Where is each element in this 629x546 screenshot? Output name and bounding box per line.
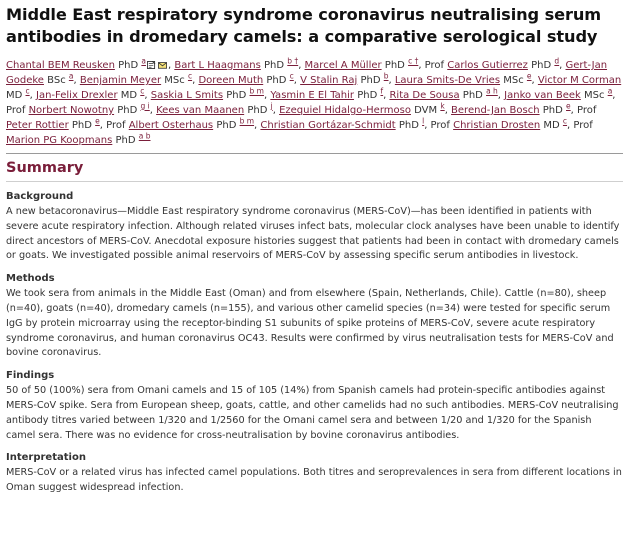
affiliation-link[interactable]: b † — [287, 56, 299, 66]
author-degree: MSc — [503, 75, 524, 86]
author-degree: PhD — [398, 120, 419, 131]
author-separator: , — [383, 90, 390, 101]
affiliation-link[interactable]: a b — [138, 131, 151, 141]
author-link[interactable]: Janko van Beek — [504, 90, 581, 101]
author-link[interactable]: Chantal BEM Reusken — [6, 60, 115, 71]
author-separator: , — [559, 60, 566, 71]
affiliation-link[interactable]: b m — [249, 86, 264, 96]
affiliation-link[interactable]: a — [141, 56, 146, 66]
section-text: MERS-CoV or a related virus has infected camel populations. Both titres and seroprevalences in sera from different locations in Oman suggest widespread infection. — [6, 467, 622, 494]
author-degree: PhD — [226, 90, 247, 101]
author-separator: , — [388, 75, 395, 86]
author-degree: MSc — [164, 75, 185, 86]
author-separator: , Prof — [99, 120, 129, 131]
author-separator: , — [444, 105, 452, 116]
affiliation-link[interactable]: k — [440, 101, 445, 111]
affiliation-link[interactable]: l — [422, 116, 425, 126]
author-link[interactable]: Christian Gortázar-Schmidt — [260, 120, 396, 131]
author-degree: PhD — [384, 60, 405, 71]
affiliation-link[interactable]: e — [526, 71, 532, 81]
affiliation-link[interactable]: a — [68, 71, 74, 81]
author-link[interactable]: Laura Smits-De Vries — [394, 75, 501, 86]
author-separator: , Prof — [570, 105, 597, 116]
author-separator: , — [298, 60, 305, 71]
author-link[interactable]: Rita De Sousa — [389, 90, 460, 101]
author-degree: PhD — [247, 105, 268, 116]
author-degree: PhD — [360, 75, 381, 86]
affiliation-link[interactable]: j — [270, 101, 273, 111]
affiliation-link[interactable]: a h — [486, 86, 498, 96]
author-link[interactable]: Peter Rottier — [6, 120, 69, 131]
email-icon[interactable] — [158, 61, 167, 69]
affiliation-marker — [240, 117, 254, 126]
author-separator: , Prof — [418, 60, 448, 71]
document-icon[interactable] — [147, 61, 156, 69]
author-link[interactable]: Doreen Muth — [198, 75, 264, 86]
author-degree: MD — [6, 90, 23, 101]
author-degree: PhD — [542, 105, 563, 116]
section-heading: Findings — [6, 370, 55, 382]
author-separator: , — [29, 90, 36, 101]
author-degree: MD — [120, 90, 138, 101]
affiliation-marker — [250, 87, 264, 96]
affiliation-link[interactable]: a — [607, 86, 613, 96]
affiliation-link[interactable]: c † — [408, 56, 419, 66]
affiliation-link[interactable]: d — [554, 56, 560, 66]
author-degree: MD — [543, 120, 560, 131]
author-link[interactable]: Norbert Nowotny — [28, 105, 115, 116]
author-degree: BSc — [47, 75, 66, 86]
author-link[interactable]: Berend-Jan Bosch — [451, 105, 540, 116]
author-degree: PhD — [71, 120, 92, 131]
author-separator: , — [254, 120, 261, 131]
affiliation-link[interactable]: c — [140, 86, 145, 96]
author-link[interactable]: Jan-Felix Drexler — [36, 90, 118, 101]
author-degree: MSc — [584, 90, 605, 101]
author-link[interactable]: Marion PG Koopmans — [6, 135, 113, 146]
affiliation-marker — [486, 87, 498, 96]
affiliation-marker — [141, 102, 150, 111]
section-interpretation — [6, 451, 623, 496]
author-link[interactable]: Albert Osterhaus — [128, 120, 214, 131]
author-link[interactable]: Ezequiel Hidalgo-Hermoso — [279, 105, 411, 116]
author-separator: , — [73, 75, 80, 86]
author-degree: PhD — [266, 75, 287, 86]
affiliation-link[interactable]: f — [380, 86, 384, 96]
divider — [6, 181, 623, 182]
author-separator: , — [167, 60, 175, 71]
affiliation-link[interactable]: c — [562, 116, 568, 126]
affiliation-link[interactable]: e — [95, 116, 100, 126]
section-text: 50 of 50 (100%) sera from Omani camels and 15 of 105 (14%) from Spanish camels had protein-specific antibodies against MERS-CoV spike. Sera from European sheep, goats, cattle, and other camelids had no such antibodies. MERS-CoV neutralising antibody titres varied between 1/320 and 1/2560 for the Omani camel sera and between 1/20 and 1/320 for the Spanish camel sera. There was no evidence for cross-neutralisation by bovine coronavirus antibodies. — [6, 385, 619, 441]
author-degree: PhD — [115, 135, 136, 146]
affiliation-link[interactable]: c — [289, 71, 294, 81]
author-degree: DVM — [414, 105, 438, 116]
section-heading: Background — [6, 191, 74, 202]
author-degree: PhD — [462, 90, 483, 101]
author-degree: PhD — [264, 60, 285, 71]
affiliation-link[interactable]: b m — [239, 116, 255, 126]
author-degree: PhD — [117, 105, 138, 116]
author-separator: , — [293, 75, 301, 86]
affiliation-link[interactable]: e — [566, 101, 571, 111]
author-separator: , Prof — [424, 120, 454, 131]
affiliation-link[interactable]: c — [25, 86, 30, 96]
author-degree: PhD — [357, 90, 378, 101]
author-separator: , — [531, 75, 538, 86]
author-list — [6, 58, 623, 148]
author-link[interactable]: Carlos Gutierrez — [447, 60, 528, 71]
affiliation-link[interactable]: b — [383, 71, 389, 81]
author-link[interactable]: Benjamin Meyer — [79, 75, 162, 86]
section-heading: Methods — [6, 273, 55, 285]
divider — [6, 153, 623, 154]
author-separator: , — [149, 105, 157, 116]
summary-heading: Summary — [6, 160, 84, 176]
author-link[interactable]: Saskia L Smits — [150, 90, 224, 101]
author-degree: PhD — [118, 60, 139, 71]
section-text: A new betacoronavirus—Middle East respiratory syndrome coronavirus (MERS-CoV)—has been identified in patients with severe acute respiratory infection. Although related viruses infect bats, molecular clock analyses have been unable to identify direct ancestors of MERS-CoV. Anecdotal exposure histories suggest that patients had been in contact with dromedary camels or goats. We investigated possible animal reservoirs of MERS-CoV by assessing specific serum antibodies in livestock. — [6, 206, 620, 262]
section-heading: Interpretation — [6, 452, 86, 464]
affiliation-marker — [141, 57, 146, 66]
section-text: We took sera from animals in the Middle East (Oman) and from elsewhere (Spain, Netherlands, Chile). Cattle (n=80), sheep (n=40), goats (n=40), dromedary camels (n=155), and various other camelid species (n=34) were tested for specific serum IgG by protein microarray using the receptor-binding S1 subunits of spike proteins of MERS-CoV, severe acute respiratory syndrome coronavirus, and human coronavirus OC43. Results were confirmed by virus neutralisation tests for MERS-CoV and bovine coronavirus. — [6, 288, 614, 359]
section-background — [6, 190, 623, 264]
affiliation-marker — [139, 132, 151, 141]
section-methods — [6, 272, 623, 361]
author-degree: PhD — [216, 120, 237, 131]
author-degree: PhD — [531, 60, 552, 71]
author-separator: , Prof — [567, 120, 593, 131]
author-separator: , — [263, 90, 271, 101]
author-separator: , — [272, 105, 280, 116]
article-title: Middle East respiratory syndrome coronavirus neutralising serum antibodies in dromedary camels: a comparative serological study — [6, 5, 602, 46]
author-link[interactable]: Christian Drosten — [453, 120, 541, 131]
author-separator: , — [144, 90, 151, 101]
author-separator: , — [497, 90, 505, 101]
author-separator: , Prof — [6, 90, 616, 116]
author-link[interactable]: Kees van Maanen — [156, 105, 245, 116]
section-findings — [6, 369, 623, 443]
author-link[interactable]: Victor M Corman — [537, 75, 622, 86]
affiliation-link[interactable]: c — [187, 71, 193, 81]
author-link[interactable]: Marcel A Müller — [304, 60, 382, 71]
affiliation-link[interactable]: g i — [140, 101, 150, 111]
affiliation-marker — [287, 57, 298, 66]
author-link[interactable]: V Stalin Raj — [300, 75, 358, 86]
author-link[interactable]: Yasmin E El Tahir — [270, 90, 355, 101]
affiliation-marker — [408, 57, 418, 66]
author-link[interactable]: Bart L Haagmans — [174, 60, 261, 71]
author-separator: , — [192, 75, 199, 86]
author-link[interactable]: Gert-Jan Godeke — [6, 60, 608, 86]
